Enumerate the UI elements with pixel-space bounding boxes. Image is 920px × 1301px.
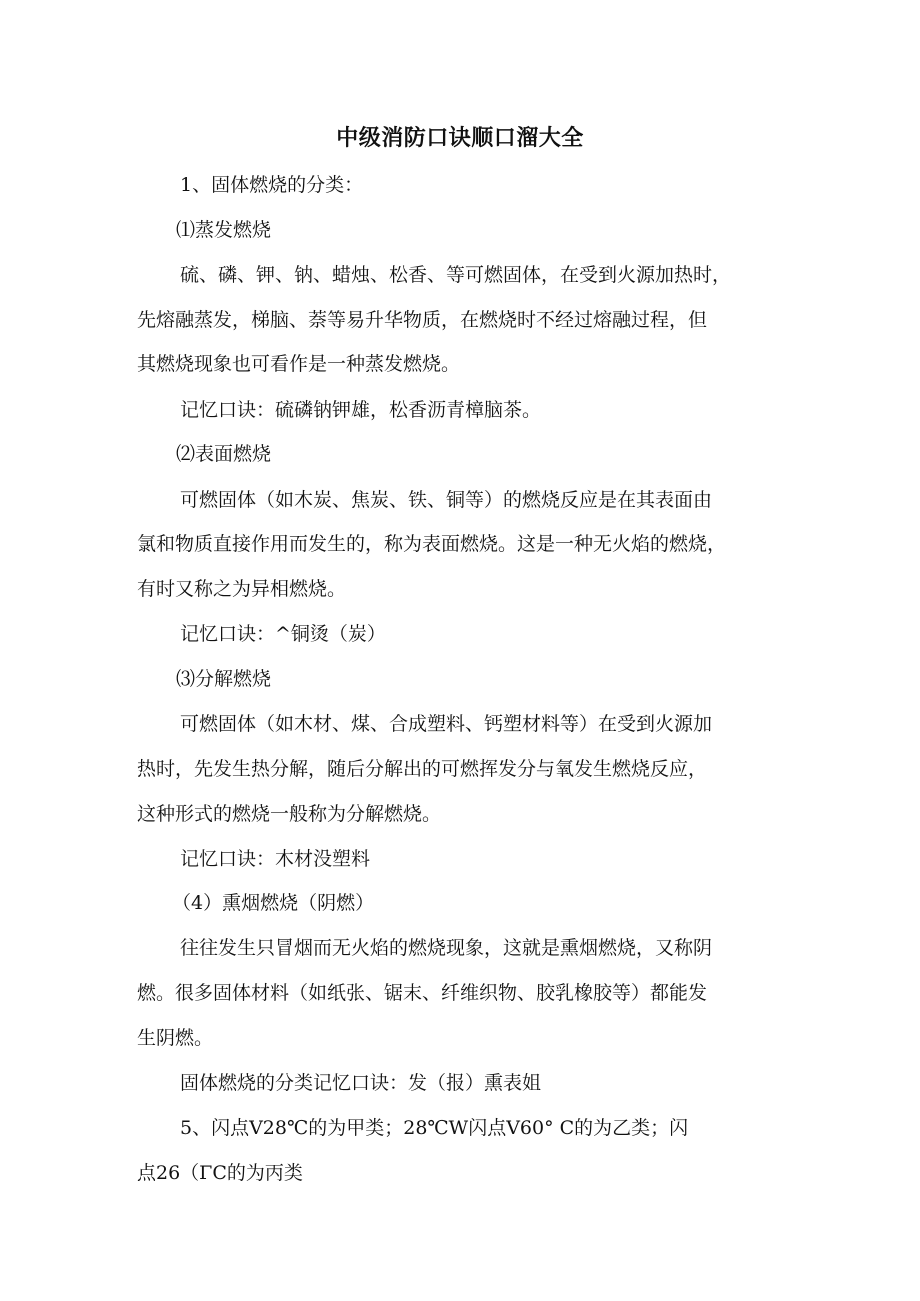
- paragraph-line: 5、闪点V28℃的为甲类；28℃W闪点V60° C的为乙类；闪: [180, 1117, 689, 1139]
- paragraph-line: 氯和物质直接作用而发生的，称为表面燃烧。这是一种无火焰的燃烧，: [137, 533, 727, 555]
- paragraph-line: 可燃固体（如木材、煤、合成塑料、钙塑材料等）在受到火源加: [180, 713, 713, 735]
- subsection-heading: ⑶分解燃烧: [176, 668, 272, 690]
- paragraph-line: 硫、磷、钾、钠、蜡烛、松香、等可燃固体，在受到火源加热时，: [180, 264, 732, 286]
- paragraph-line: 点26（ΓC的为丙类: [137, 1162, 303, 1184]
- subsection-heading: （4）熏烟燃烧（阴燃）: [172, 892, 375, 914]
- mnemonic-line: 记忆口诀：硫磷钠钾雄，松香沥青樟脑茶。: [180, 399, 542, 421]
- paragraph-line: 有时又称之为异相燃烧。: [137, 578, 347, 600]
- paragraph-line: 这种形式的燃烧一般称为分解燃烧。: [137, 803, 442, 825]
- paragraph-line: 其燃烧现象也可看作是一种蒸发燃烧。: [137, 353, 461, 375]
- paragraph-line: 燃。很多固体材料（如纸张、锯末、纤维织物、胶乳橡胶等）都能发: [137, 982, 708, 1004]
- paragraph-line: 热时，先发生热分解，随后分解出的可燃挥发分与氧发生燃烧反应，: [137, 758, 708, 780]
- mnemonic-line: 记忆口诀：木材没塑料: [180, 848, 371, 870]
- subsection-heading: ⑵表面燃烧: [176, 443, 272, 465]
- paragraph-line: 生阴燃。: [137, 1027, 214, 1049]
- mnemonic-line: 固体燃烧的分类记忆口诀：发（报）熏表姐: [180, 1072, 542, 1094]
- paragraph-line: 往往发生只冒烟而无火焰的燃烧现象，这就是熏烟燃烧，又称阴: [180, 937, 713, 959]
- subsection-heading: ⑴蒸发燃烧: [176, 219, 272, 241]
- mnemonic-line: 记忆口诀：^铜烫（炭）: [180, 623, 386, 645]
- paragraph-line: 先熔融蒸发，梯脑、萘等易升华物质，在燃烧时不经过熔融过程，但: [137, 309, 708, 331]
- section-heading: 1、固体燃烧的分类：: [180, 174, 364, 196]
- document-title: 中级消防口诀顺口溜大全: [336, 126, 584, 151]
- paragraph-line: 可燃固体（如木炭、焦炭、铁、铜等）的燃烧反应是在其表面由: [180, 489, 713, 511]
